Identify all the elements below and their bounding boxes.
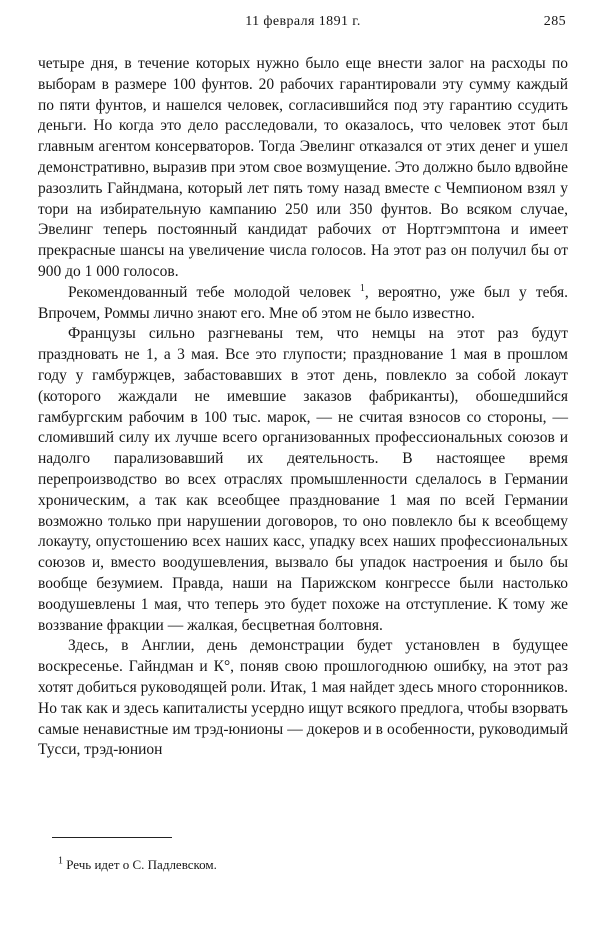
paragraph-2 [38,283,568,325]
paragraph-3: Французы сильно разгневаны тем, что немцы на этот раз будут праздновать не 1, а 3 мая. Все это глупости; празднование 1 мая в прошлом году у гамбуржцев, забастовавших в этот день, повлекло за собой локаут (которого жаждали не имевшие заказов фабриканты), обошедшийся гамбургским рабочим в 100 тыс. марок, — не считая взносов со стороны, — сломивший силу их лучше всего организованных профессиональных союзов и надолго парализовавший их деятельность. В настоящее время перепроизводство во всех отраслях промышленности сделалось в Германии хроническим, а так как всеобщее празднование 1 мая по всей Германии возможно только при нарушении договоров, то оно повлекло бы к всеобщему локауту, опустошению всех наших касс, упадку всех наших профессиональных союзов и, вместо воодушевления, вызвало бы упадок настроения и было бы вообще безумием. Правда, наши на Парижском конгрессе были настолько воодушевлены 1 мая, что теперь это будет похоже на отступление. К тому же воззвание фракции — жалкая, бесцветная болтовня. [38,325,568,634]
footnote-number: 1 [58,855,63,867]
footnote-text: Речь идет о С. Падлевском. [66,857,217,872]
paragraph-4: Здесь, в Англии, день демонстрации будет установлен в будущее воскресенье. Гайндман и К°, поняв свою прошлогоднюю ошибку, на этот раз хотят добиться руководящей роли. Итак, 1 мая найдет здесь много сторонников. Но так как и здесь капиталисты усердно ищут всякого предлога, чтобы взорвать самые ненавистные им трэд-юнионы — докеров и в особенности, руководимый Тусси, трэд-юнион [38,637,568,759]
running-head [40,14,566,36]
footnote-reference: 1 [359,282,365,294]
running-title: 11 февраля 1891 г. [245,14,361,29]
paragraph-2-text-start: Рекомендованный тебе молодой человек [68,283,360,301]
body-text [38,54,568,761]
footnote [58,856,217,873]
paragraph-2-text-end: , вероятно, уже был у тебя. Впрочем, Роммы лично знают его. Мне об этом не было известно. [38,283,568,322]
footnote-divider [52,837,172,838]
paragraph-1: четыре дня, в течение которых нужно было еще внести залог на расходы по выборам в размере 100 фунтов. 20 рабочих гарантировали эту сумму каждый по пяти фунтов, и нашелся человек, согласившийся под эту гарантию ссудить деньги. Но когда это дело расследовали, то оказалось, что человек этот был главным агентом консерваторов. Тогда Эвелинг отказался от этих денег и ушел демонстративно, выразив при этом свое возмущение. Это должно было вдвойне разозлить Гайндмана, который лет пять тому назад вместе с Чемпионом взял у тори на избирательную кампанию 250 или 350 фунтов. Во всяком случае, Эвелинг теперь постоянный кандидат рабочих от Нортгэмптона и имеет прекрасные шансы на увеличение числа голосов. На этот раз он получил бы от 900 до 1 000 голосов. [38,55,568,280]
page-number: 285 [543,14,566,29]
